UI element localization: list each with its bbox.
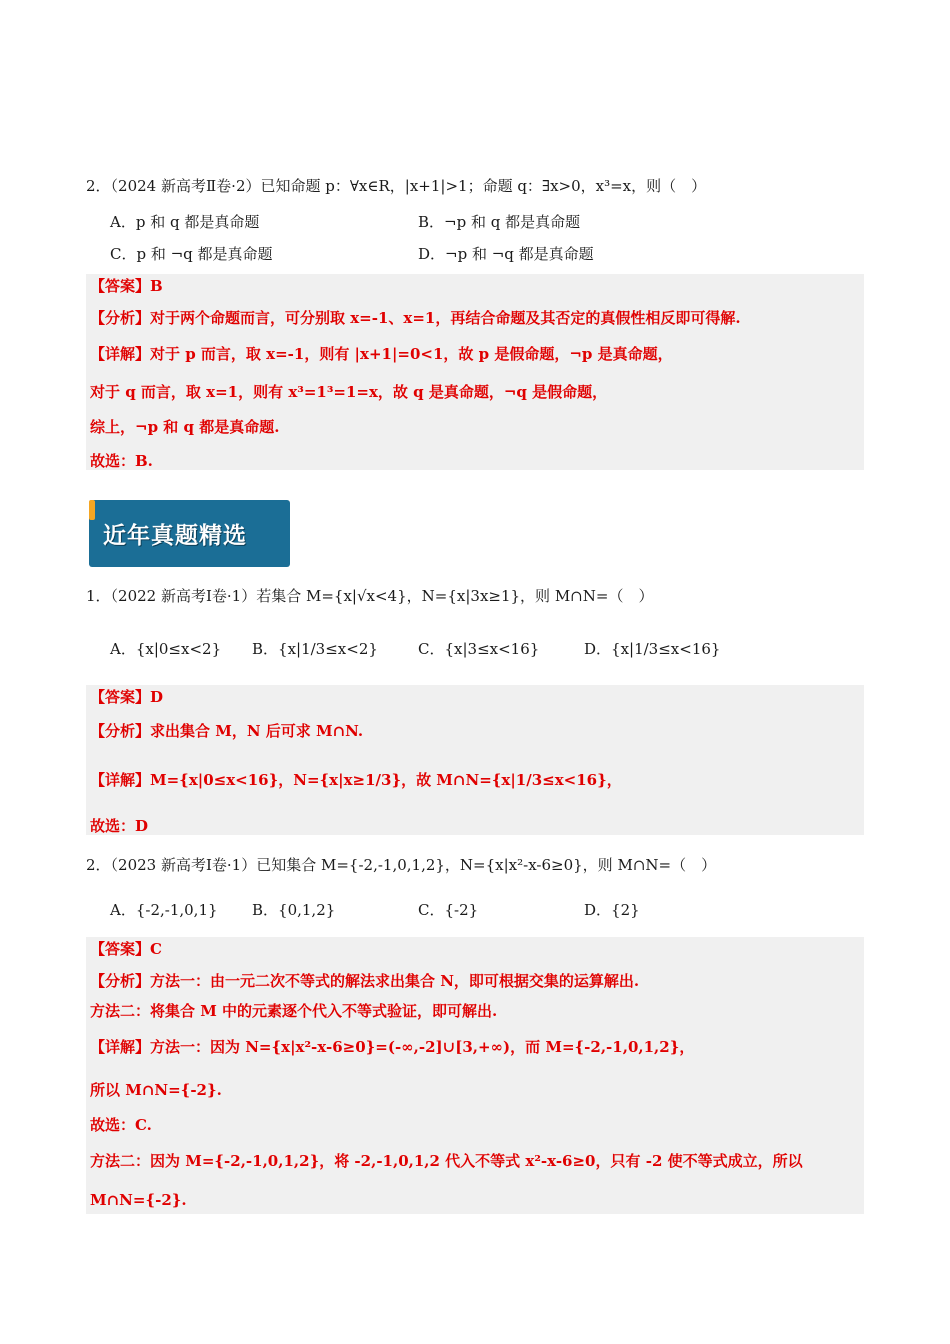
option-d: D．¬p 和 ¬q 都是真命题 bbox=[418, 245, 594, 263]
detail-line-2: 对于 q 而言，取 x=1，则有 x³=1³=1=x，故 q 是真命题，¬q 是假命题， bbox=[90, 383, 608, 401]
detail-text: 【详解】M={x|0≤x<16}，N={x|x≥1/3}，故 M∩N={x|1/3≤x<16}， bbox=[90, 771, 622, 789]
method2-line-1: 方法二：因为 M={-2,-1,0,1,2}，将 -2,-1,0,1,2 代入不等式 x²-x-6≥0，只有 -2 使不等式成立，所以 bbox=[90, 1152, 803, 1170]
detail-line-1: 【详解】对于 p 而言，取 x=-1，则有 |x+1|=0<1，故 p 是假命题，¬p 是真命题， bbox=[90, 345, 673, 363]
detail-line-2: 所以 M∩N={-2}. bbox=[90, 1081, 222, 1099]
solution-box-2024 bbox=[86, 274, 864, 470]
detail-line-1: 【详解】方法一：因为 N={x|x²-x-6≥0}=(-∞,-2]∪[3,+∞)，而 M={-2,-1,0,1,2}， bbox=[90, 1038, 695, 1056]
analysis-text: 【分析】求出集合 M，N 后可求 M∩N. bbox=[90, 722, 364, 740]
detail-line-3: 综上，¬p 和 q 都是真命题. bbox=[90, 418, 280, 436]
option-c: C．p 和 ¬q 都是真命题 bbox=[110, 245, 273, 263]
answer-label: 【答案】D bbox=[90, 688, 164, 706]
question-2024-stem: 2．（2024 新高考Ⅱ卷·2）已知命题 p：∀x∈R，|x+1|>1；命题 q：∃x>0，x³=x，则（ ） bbox=[86, 177, 707, 195]
answer-label: 【答案】C bbox=[90, 940, 162, 958]
choose-text: 故选：C. bbox=[90, 1116, 152, 1134]
option-a: A．{x|0≤x<2} bbox=[110, 640, 222, 658]
option-a: A．p 和 q 都是真命题 bbox=[110, 213, 260, 231]
analysis-text: 【分析】对于两个命题而言，可分别取 x=-1、x=1，再结合命题及其否定的真假性相反即可得解. bbox=[90, 309, 741, 327]
option-d: D．{x|1/3≤x<16} bbox=[584, 640, 721, 658]
solution-box-2022 bbox=[86, 685, 864, 835]
analysis-line-1: 【分析】方法一：由一元二次不等式的解法求出集合 N，即可根据交集的运算解出. bbox=[90, 972, 640, 990]
analysis-line-2: 方法二：将集合 M 中的元素逐个代入不等式验证，即可解出. bbox=[90, 1002, 498, 1020]
question-2022-stem: 1．（2022 新高考Ⅰ卷·1）若集合 M={x|√x<4}，N={x|3x≥1}，则 M∩N=（ ） bbox=[86, 587, 654, 605]
option-d: D．{2} bbox=[584, 901, 640, 919]
section-banner bbox=[89, 500, 290, 567]
method2-line-2: M∩N={-2}. bbox=[90, 1191, 187, 1209]
option-b: B．{0,1,2} bbox=[252, 901, 336, 919]
option-a: A．{-2,-1,0,1} bbox=[110, 901, 218, 919]
question-2023-stem: 2．（2023 新高考Ⅰ卷·1）已知集合 M={-2,-1,0,1,2}，N={x|x²-x-6≥0}，则 M∩N=（ ） bbox=[86, 856, 717, 874]
option-b: B．{x|1/3≤x<2} bbox=[252, 640, 378, 658]
banner-accent bbox=[89, 500, 95, 520]
option-c: C．{-2} bbox=[418, 901, 479, 919]
answer-label: 【答案】B bbox=[90, 277, 163, 295]
banner-title: 近年真题精选 bbox=[103, 523, 247, 549]
option-b: B．¬p 和 q 都是真命题 bbox=[418, 213, 581, 231]
choose-text: 故选：D bbox=[90, 817, 149, 835]
option-c: C．{x|3≤x<16} bbox=[418, 640, 540, 658]
choose-text: 故选：B. bbox=[90, 452, 153, 470]
solution-box-2023 bbox=[86, 937, 864, 1214]
